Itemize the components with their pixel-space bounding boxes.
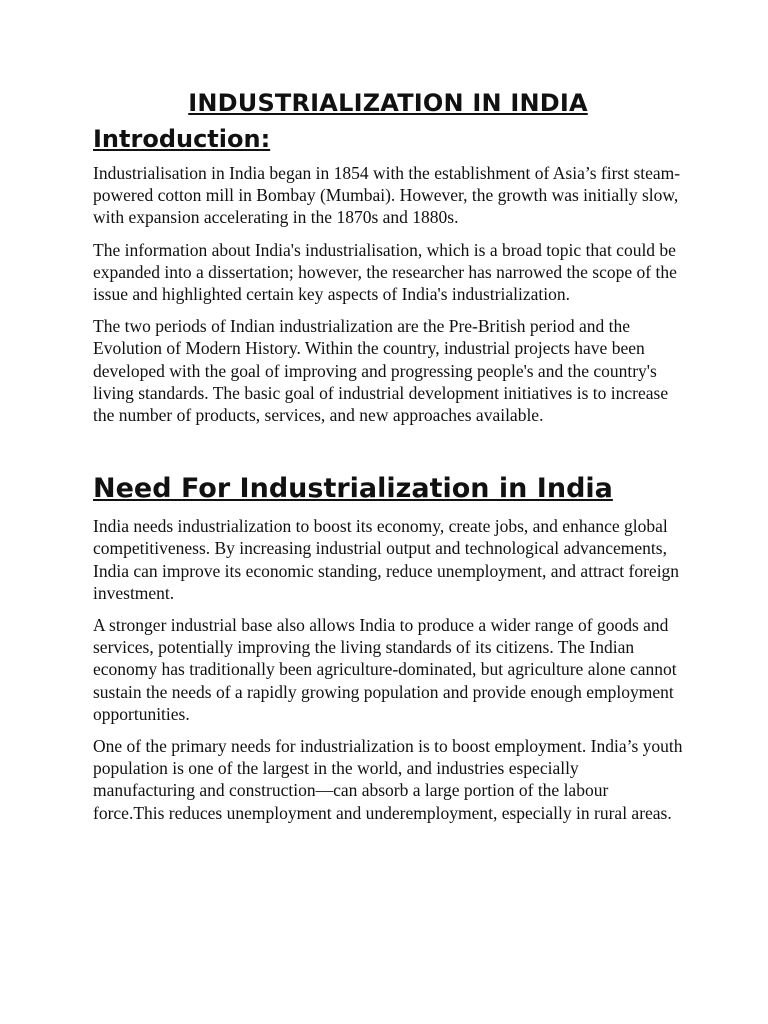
need-paragraph-2: A stronger industrial base also allows India to produce a wider range of goods and services, potentially improving the living standards of its citizens. The Indian economy has traditionally been agriculture-dominated, but agriculture alone cannot sustain the needs of a rapidly growing population and provide enough employment opportunities. (93, 615, 677, 724)
intro-paragraph-3: The two periods of Indian industrialization are the Pre-British period and the Evolution of Modern History. Within the country, industrial projects have been developed with the goal of improving and progressing people's and the country's living standards. The basic goal of industrial development initiatives is to increase the number of products, services, and new approaches available. (93, 316, 669, 426)
need-section-heading: Need For Industrialization in India (93, 473, 613, 505)
introduction-heading: Introduction: (93, 125, 271, 153)
intro-paragraph-2: The information about India's industrialisation, which is a broad topic that could be expanded into a dissertation; however, the researcher has narrowed the scope of the issue and highlighted certain key aspects of India's industrialization. (93, 239, 677, 305)
document-title: INDUSTRIALIZATION IN INDIA (188, 89, 588, 117)
need-paragraph-1: India needs industrialization to boost its economy, create jobs, and enhance global competitiveness. By increasing industrial output and technological advancements, India can improve its economic standing, reduce unemployment, and attract foreign investment. (93, 516, 680, 603)
document-page (93, 86, 683, 834)
intro-paragraph-1: Industrialisation in India began in 1854 with the establishment of Asia’s first steam-powered cotton mill in Bombay (Mumbai). However, the growth was initially slow, with expansion accelerating in the 1870s and 1880s. (93, 163, 681, 228)
need-paragraph-3: One of the primary needs for industrialization is to boost employment. India’s youth population is one of the largest in the world, and industries especially manufacturing and construction—can absorb a large portion of the labour force.This reduces unemployment and underemployment, especially in rural areas. (93, 736, 683, 823)
